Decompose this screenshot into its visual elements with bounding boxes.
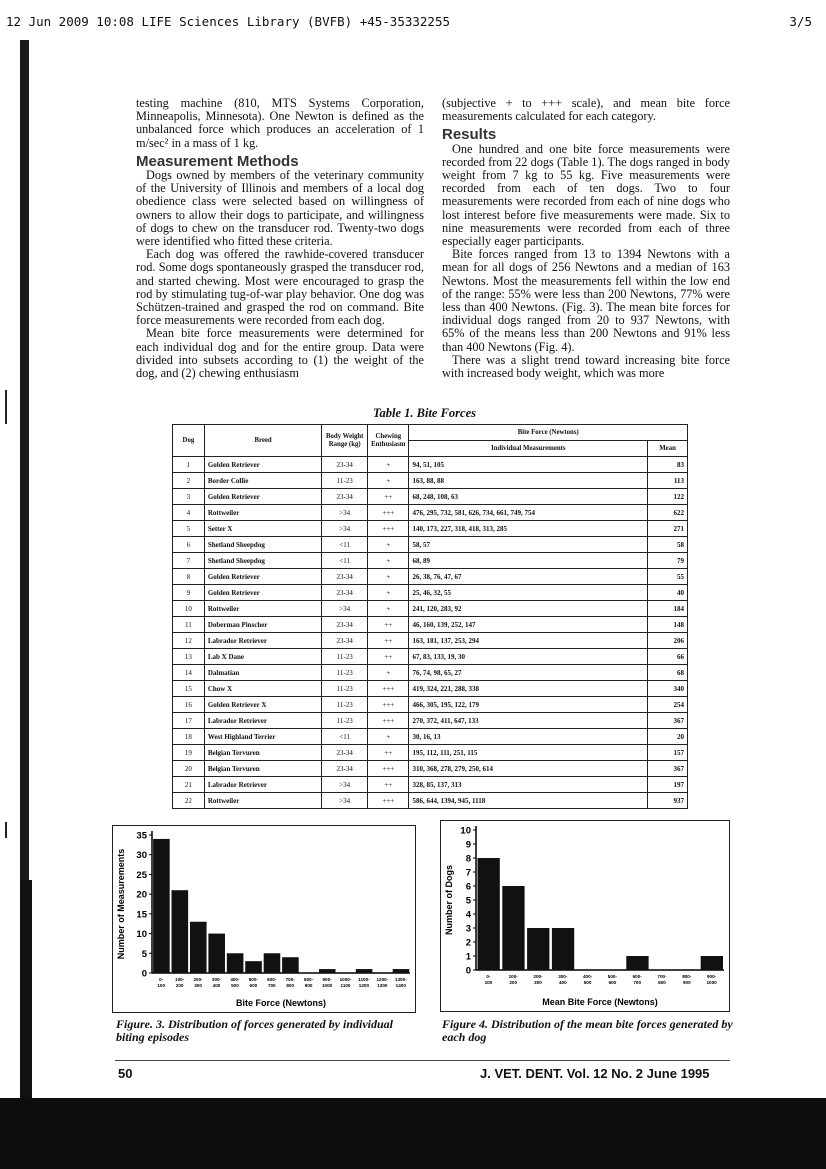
bar [701, 956, 723, 970]
bar [227, 953, 244, 973]
x-tick-label: 300- [211, 977, 222, 982]
header-breed: Breed [204, 425, 321, 457]
cell-weight: 11-23 [322, 649, 368, 665]
bite-force-table [172, 424, 688, 809]
cell-weight: >34 [322, 601, 368, 617]
table-row [173, 665, 688, 681]
cell-measurements: 163, 88, 88 [409, 473, 648, 489]
bar [264, 953, 281, 973]
cell-measurements: 68, 248, 108, 63 [409, 489, 648, 505]
figure-3-chart [112, 825, 416, 1013]
cell-weight: 11-23 [322, 681, 368, 697]
cell-measurements: 476, 295, 732, 581, 626, 734, 661, 749, 754 [409, 505, 648, 521]
cell-weight: 11-23 [322, 697, 368, 713]
cell-mean: 157 [648, 745, 688, 761]
x-tick-label-end: 300 [194, 983, 202, 988]
cell-breed: Chow X [204, 681, 321, 697]
cell-dog: 2 [173, 473, 205, 489]
table-row [173, 585, 688, 601]
cell-mean: 254 [648, 697, 688, 713]
cell-mean: 367 [648, 713, 688, 729]
table-row [173, 521, 688, 537]
cell-weight: 23-34 [322, 761, 368, 777]
cell-chewing: + [368, 473, 409, 489]
y-axis-title: Number of Dogs [444, 864, 454, 936]
cell-weight: >34 [322, 793, 368, 809]
paragraph: Dogs owned by members of the veterinary community of the University of Illinois and members of a local dog obedience class were selected based on willingness of owners to allow their dogs to participate, and willingness of dogs to chew on the transducer rod. Twenty-two dogs were identified who fitted these criteria. [136, 168, 424, 249]
figure-4-caption: Figure 4. Distribution of the mean bite forces generated by each dog [442, 1017, 733, 1044]
cell-measurements: 30, 16, 13 [409, 729, 648, 745]
table-row [173, 777, 688, 793]
cell-weight: <11 [322, 537, 368, 553]
cell-mean: 66 [648, 649, 688, 665]
cell-breed: Golden Retriever [204, 585, 321, 601]
cell-measurements: 310, 368, 278, 279, 250, 614 [409, 761, 648, 777]
cell-chewing: +++ [368, 697, 409, 713]
paragraph: There was a slight trend toward increasing bite force with increased body weight, which was more [442, 352, 730, 381]
cell-weight: 23-34 [322, 633, 368, 649]
paragraph: One hundred and one bite force measurements were recorded from 22 dogs (Table 1). The dogs ranged in body weight from 7 kg to 55 kg. Five measurements were recorded from each of ten dogs. Two to four measurements were recorded from each of nine dogs who lost interest before five measurements were made. Six to nine measurements were recorded from each of three especially eager participants. [442, 141, 730, 249]
cell-dog: 20 [173, 761, 205, 777]
table-row [173, 457, 688, 473]
y-tick-label: 20 [136, 889, 147, 901]
y-tick-label: 9 [465, 839, 471, 851]
x-tick-label-end: 600 [608, 980, 617, 985]
cell-weight: 23-34 [322, 457, 368, 473]
x-tick-label: 800- [682, 974, 692, 979]
cell-dog: 4 [173, 505, 205, 521]
x-tick-label: 1000- [339, 977, 352, 982]
x-tick-label: 300- [558, 974, 568, 979]
cell-dog: 22 [173, 793, 205, 809]
cell-chewing: +++ [368, 713, 409, 729]
x-tick-label: 500- [248, 977, 258, 982]
x-tick-label: 200- [193, 977, 203, 982]
cell-mean: 367 [648, 761, 688, 777]
cell-breed: Shetland Sheepdog [204, 553, 321, 569]
x-tick-label: 900- [706, 974, 717, 979]
cell-dog: 9 [173, 585, 205, 601]
cell-breed: Border Collie [204, 473, 321, 489]
cell-mean: 55 [648, 569, 688, 585]
cell-mean: 271 [648, 521, 688, 537]
table-caption: Table 1. Bite Forces [373, 406, 477, 420]
x-tick-label: 200- [533, 974, 543, 979]
cell-measurements: 140, 173, 227, 318, 418, 313, 285 [409, 521, 648, 537]
cell-breed: Labrador Retriever [204, 777, 321, 793]
y-tick-label: 10 [460, 825, 471, 837]
y-tick-label: 2 [465, 937, 471, 949]
cell-weight: 11-23 [322, 473, 368, 489]
x-tick-label-end: 700 [633, 980, 642, 985]
table-row [173, 697, 688, 713]
x-tick-label: 400- [582, 974, 593, 979]
y-tick-label: 8 [465, 853, 471, 865]
table-row [173, 601, 688, 617]
y-tick-label: 4 [465, 909, 471, 921]
cell-breed: West Highland Terrier [204, 729, 321, 745]
x-tick-label: 900- [322, 977, 332, 982]
bar [153, 839, 170, 973]
cell-dog: 13 [173, 649, 205, 665]
cell-chewing: + [368, 553, 409, 569]
cell-breed: Labrador Retriever [204, 713, 321, 729]
cell-measurements: 94, 51, 105 [409, 457, 648, 473]
y-tick-label: 5 [141, 948, 147, 960]
left-column [136, 97, 424, 380]
right-column [442, 97, 730, 380]
x-axis-title: Bite Force (Newtons) [235, 998, 327, 1008]
x-tick-label-end: 900 [682, 980, 691, 985]
cell-mean: 68 [648, 665, 688, 681]
cell-measurements: 241, 120, 283, 92 [409, 601, 648, 617]
figure-3-svg [112, 825, 416, 1013]
cell-dog: 6 [173, 537, 205, 553]
cell-breed: Doberman Pinscher [204, 617, 321, 633]
table-row [173, 537, 688, 553]
table-row [173, 729, 688, 745]
y-tick-label: 0 [465, 965, 471, 977]
section-heading: Measurement Methods [136, 152, 299, 170]
cell-weight: >34 [322, 505, 368, 521]
bar [393, 969, 410, 973]
cell-weight: >34 [322, 521, 368, 537]
y-tick-label: 0 [141, 968, 147, 980]
paragraph: Each dog was offered the rawhide-covered transducer rod. Some dogs spontaneously grasped the transducer rod, and started chewing. Most were encouraged to grasp the rod by stimulating tug-of-war play behavior. One dog was Schützen-trained and grasped the rod on command. Bite force measurements were recorded from each dog. [136, 247, 424, 328]
x-tick-label: 400- [230, 977, 240, 982]
cell-weight: 11-23 [322, 665, 368, 681]
cell-dog: 19 [173, 745, 205, 761]
cell-measurements: 58, 57 [409, 537, 648, 553]
cell-weight: 23-34 [322, 489, 368, 505]
cell-breed: Lab X Dane [204, 649, 321, 665]
cell-mean: 197 [648, 777, 688, 793]
cell-weight: 11-23 [322, 713, 368, 729]
cell-mean: 83 [648, 457, 688, 473]
x-tick-label-end: 300 [534, 980, 542, 985]
table-row [173, 793, 688, 809]
cell-dog: 7 [173, 553, 205, 569]
figure-4-svg [440, 820, 730, 1012]
cell-mean: 20 [648, 729, 688, 745]
x-tick-label-end: 200 [175, 983, 184, 988]
cell-chewing: +++ [368, 521, 409, 537]
cell-breed: Golden Retriever [204, 489, 321, 505]
y-tick-label: 6 [465, 881, 471, 893]
cell-mean: 122 [648, 489, 688, 505]
cell-chewing: ++ [368, 745, 409, 761]
cell-dog: 5 [173, 521, 205, 537]
cell-measurements: 195, 112, 111, 251, 115 [409, 745, 648, 761]
bar [172, 890, 189, 973]
table-row [173, 761, 688, 777]
x-tick-label: 600- [632, 974, 642, 979]
cell-measurements: 68, 89 [409, 553, 648, 569]
cell-breed: Dalmatian [204, 665, 321, 681]
cell-mean: 79 [648, 553, 688, 569]
table-row [173, 633, 688, 649]
x-tick-label-end: 200 [509, 980, 518, 985]
cell-measurements: 46, 160, 139, 252, 147 [409, 617, 648, 633]
cell-measurements: 328, 85, 137, 313 [409, 777, 648, 793]
fax-page-number: 3/5 [789, 14, 812, 29]
fax-header-left: 12 Jun 2009 10:08 LIFE Sciences Library (BVFB) +45-35332255 [6, 14, 451, 29]
bar [552, 928, 574, 970]
cell-breed: Rottweiler [204, 793, 321, 809]
cell-chewing: + [368, 457, 409, 473]
cell-chewing: ++ [368, 777, 409, 793]
figure-3-caption: Figure. 3. Distribution of forces generated by individual biting episodes [116, 1017, 394, 1044]
cell-chewing: + [368, 729, 409, 745]
x-tick-label: 700- [657, 974, 667, 979]
scan-mark [5, 390, 7, 424]
table-row [173, 489, 688, 505]
x-tick-label-end: 1200 [358, 983, 370, 988]
cell-weight: 23-34 [322, 569, 368, 585]
cell-breed: Rottweiler [204, 505, 321, 521]
bar [527, 928, 549, 970]
x-tick-label-end: 700 [267, 983, 276, 988]
bar [356, 969, 373, 973]
paragraph: testing machine (810, MTS Systems Corporation, Minneapolis, Minnesota). One Newton is defined as the unbalanced force which produces an acceleration of 1 m/sec² in a mass of 1 kg. [136, 96, 424, 150]
y-tick-label: 30 [136, 850, 147, 862]
cell-dog: 18 [173, 729, 205, 745]
cell-breed: Golden Retriever [204, 569, 321, 585]
x-tick-label-end: 500 [231, 983, 239, 988]
table-row [173, 649, 688, 665]
x-tick-label: 100- [508, 974, 518, 979]
cell-mean: 113 [648, 473, 688, 489]
x-tick-label: 0- [159, 977, 164, 982]
x-tick-label-end: 1100 [340, 983, 351, 988]
x-tick-label-end: 400 [212, 983, 221, 988]
cell-chewing: + [368, 601, 409, 617]
cell-chewing: ++ [368, 649, 409, 665]
x-tick-label-end: 1000 [706, 980, 717, 985]
x-tick-label-end: 800 [286, 983, 295, 988]
cell-measurements: 67, 83, 133, 19, 30 [409, 649, 648, 665]
table-row [173, 617, 688, 633]
cell-mean: 206 [648, 633, 688, 649]
cell-breed: Rottweiler [204, 601, 321, 617]
cell-breed: Belgian Tervuren [204, 745, 321, 761]
cell-breed: Shetland Sheepdog [204, 537, 321, 553]
cell-measurements: 26, 38, 76, 47, 67 [409, 569, 648, 585]
table-row [173, 553, 688, 569]
cell-weight: 23-34 [322, 745, 368, 761]
y-axis-title: Number of Measurements [116, 848, 126, 960]
cell-dog: 11 [173, 617, 205, 633]
paragraph: Mean bite force measurements were determined for each individual dog and for the entire group. Data were divided into subsets according to (1) the weight of the dog, and (2) chewing enthusiasm [136, 326, 424, 381]
cell-chewing: + [368, 569, 409, 585]
cell-mean: 937 [648, 793, 688, 809]
table-row [173, 713, 688, 729]
bar [282, 957, 299, 973]
cell-measurements: 163, 181, 137, 253, 294 [409, 633, 648, 649]
footer-rule [115, 1060, 730, 1061]
x-tick-label: 700- [285, 977, 295, 982]
cell-dog: 8 [173, 569, 205, 585]
header-individual: Individual Measurements [409, 441, 648, 457]
table-row [173, 569, 688, 585]
cell-dog: 1 [173, 457, 205, 473]
paragraph: Bite forces ranged from 13 to 1394 Newtons with a mean for all dogs of 256 Newtons and a median of 163 Newtons. Most the measurements fell within the low end of the range: 55% were less than 200 Newtons, 77% were less than 400 Newtons. (Fig. 3). The mean bite forces for individual dogs ranged from 20 to 937 Newtons, with 65% of the means less than 200 Newtons and 91% less than 400 Newtons (Fig. 4). [442, 247, 730, 354]
cell-measurements: 586, 644, 1394, 945, 1118 [409, 793, 648, 809]
bar [245, 961, 262, 973]
cell-measurements: 419, 324, 221, 288, 338 [409, 681, 648, 697]
x-axis-title: Mean Bite Force (Newtons) [542, 997, 658, 1007]
table-row [173, 745, 688, 761]
y-tick-label: 25 [136, 869, 147, 881]
scan-mark [5, 822, 7, 838]
cell-dog: 21 [173, 777, 205, 793]
cell-chewing: +++ [368, 681, 409, 697]
footer-journal: J. VET. DENT. Vol. 12 No. 2 June 1995 [480, 1066, 710, 1081]
cell-weight: <11 [322, 729, 368, 745]
x-tick-label-end: 800 [658, 980, 666, 985]
x-tick-label-end: 100 [157, 983, 166, 988]
bar [208, 934, 225, 973]
cell-chewing: +++ [368, 761, 409, 777]
header-weight: Body Weight Range (kg) [322, 425, 368, 457]
cell-measurements: 466, 305, 195, 122, 179 [409, 697, 648, 713]
fax-header [0, 14, 826, 32]
x-tick-label-end: 600 [249, 983, 258, 988]
x-tick-label: 100- [175, 977, 185, 982]
x-tick-label: 1200- [376, 977, 389, 982]
cell-chewing: ++ [368, 633, 409, 649]
cell-dog: 14 [173, 665, 205, 681]
x-tick-label-end: 400 [558, 980, 567, 985]
cell-dog: 3 [173, 489, 205, 505]
cell-measurements: 270, 372, 411, 647, 133 [409, 713, 648, 729]
paragraph: (subjective + to +++ scale), and mean bite force measurements calculated for each category. [442, 96, 730, 124]
cell-dog: 12 [173, 633, 205, 649]
x-tick-label-end: 100 [484, 980, 493, 985]
y-tick-label: 5 [465, 895, 471, 907]
x-tick-label-end: 1300 [377, 983, 388, 988]
bar [190, 922, 207, 973]
section-heading: Results [442, 126, 497, 144]
cell-breed: Golden Retriever [204, 457, 321, 473]
cell-dog: 10 [173, 601, 205, 617]
bar [477, 858, 499, 970]
cell-chewing: +++ [368, 793, 409, 809]
cell-dog: 16 [173, 697, 205, 713]
x-tick-label: 800- [304, 977, 314, 982]
table-row [173, 505, 688, 521]
footer-page-number: 50 [118, 1066, 133, 1081]
cell-mean: 340 [648, 681, 688, 697]
x-tick-label-end: 500 [583, 980, 592, 985]
header-dog: Dog [173, 425, 205, 457]
bar [626, 956, 648, 970]
x-tick-label: 500- [607, 974, 618, 979]
cell-mean: 58 [648, 537, 688, 553]
cell-weight: 23-34 [322, 585, 368, 601]
cell-chewing: + [368, 585, 409, 601]
cell-dog: 15 [173, 681, 205, 697]
cell-breed: Setter X [204, 521, 321, 537]
cell-weight: 23-34 [322, 617, 368, 633]
cell-chewing: +++ [368, 505, 409, 521]
cell-mean: 148 [648, 617, 688, 633]
y-tick-label: 7 [465, 867, 471, 879]
cell-dog: 17 [173, 713, 205, 729]
x-tick-label: 1300- [394, 977, 407, 982]
cell-chewing: ++ [368, 489, 409, 505]
cell-mean: 184 [648, 601, 688, 617]
header-bite-force: Bite Force (Newtons) [409, 425, 688, 441]
y-tick-label: 1 [465, 951, 471, 963]
cell-breed: Labrador Retriever [204, 633, 321, 649]
x-tick-label: 600- [267, 977, 277, 982]
table-row [173, 681, 688, 697]
cell-breed: Belgian Tervuren [204, 761, 321, 777]
cell-chewing: + [368, 537, 409, 553]
cell-measurements: 25, 46, 32, 55 [409, 585, 648, 601]
header-mean: Mean [648, 441, 688, 457]
figure-4-chart [440, 820, 730, 1012]
y-tick-label: 15 [136, 909, 147, 921]
x-tick-label-end: 1000 [321, 983, 333, 988]
cell-chewing: ++ [368, 617, 409, 633]
cell-breed: Golden Retriever X [204, 697, 321, 713]
header-chewing: Chewing Enthusiasm [368, 425, 409, 457]
x-tick-label-end: 900 [304, 983, 313, 988]
cell-mean: 622 [648, 505, 688, 521]
bar [319, 969, 336, 973]
y-tick-label: 35 [136, 830, 147, 842]
cell-measurements: 76, 74, 98, 65, 27 [409, 665, 648, 681]
cell-mean: 40 [648, 585, 688, 601]
x-tick-label-end: 1400 [395, 983, 406, 988]
cell-weight: <11 [322, 553, 368, 569]
x-tick-label: 0- [486, 974, 491, 979]
bar [502, 886, 524, 970]
table-row [173, 473, 688, 489]
scan-bottom-band [0, 1098, 826, 1169]
cell-chewing: + [368, 665, 409, 681]
cell-weight: >34 [322, 777, 368, 793]
x-tick-label: 1100- [358, 977, 370, 982]
y-tick-label: 3 [465, 923, 471, 935]
y-tick-label: 10 [136, 929, 147, 941]
